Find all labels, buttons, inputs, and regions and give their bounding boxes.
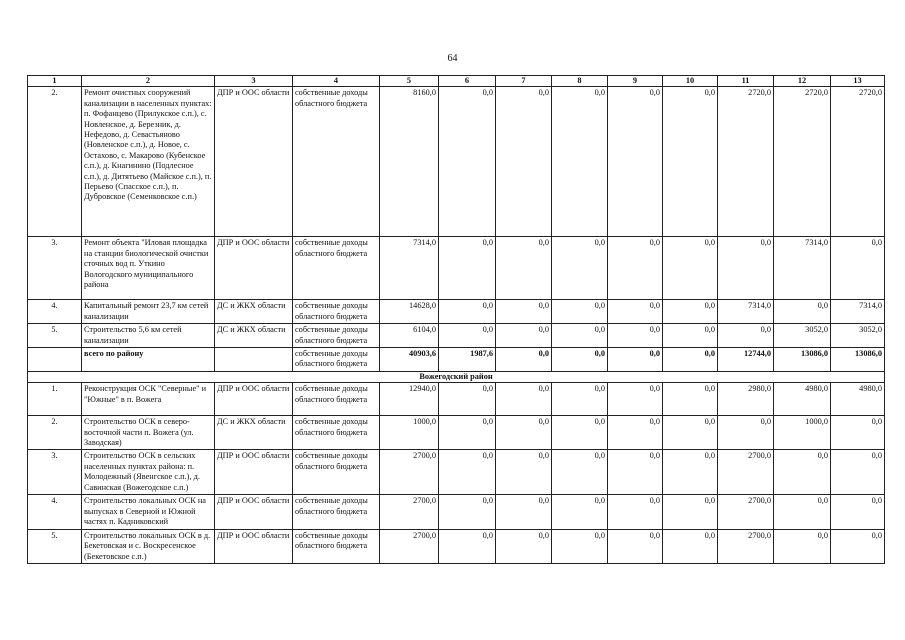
budget-table	[27, 75, 885, 564]
project-name: Капитальный ремонт 23,7 км сетей канализации	[82, 300, 215, 324]
amount-cell: 2720,0	[718, 87, 774, 237]
funding-source: собственные доходы областного бюджета	[293, 324, 380, 348]
project-name: Строительство ОСК в северо-восточной части п. Вожега (ул. Заводская)	[82, 416, 215, 450]
amount-cell: 0,0	[718, 237, 774, 300]
funding-source: собственные доходы областного бюджета	[293, 495, 380, 529]
amount-cell: 0,0	[496, 450, 552, 495]
column-number: 10	[663, 76, 718, 87]
page-number: 64	[447, 53, 458, 64]
amount-cell: 0,0	[831, 495, 885, 529]
funding-source: собственные доходы областного бюджета	[293, 416, 380, 450]
column-number: 1	[28, 76, 82, 87]
executor: ДС и ЖКХ области	[215, 300, 293, 324]
table-row	[28, 324, 885, 348]
row-number: 5.	[28, 529, 82, 563]
amount-cell: 0,0	[608, 529, 663, 563]
amount-cell: 0,0	[663, 324, 718, 348]
amount-cell: 0,0	[608, 495, 663, 529]
amount-cell: 2700,0	[718, 529, 774, 563]
amount-cell: 0,0	[496, 529, 552, 563]
executor: ДПР и ООС области	[215, 495, 293, 529]
empty-cell	[215, 348, 293, 372]
funding-source: собственные доходы областного бюджета	[293, 87, 380, 237]
column-number: 2	[82, 76, 215, 87]
amount-cell: 4980,0	[774, 383, 831, 416]
funding-source: собственные доходы областного бюджета	[293, 300, 380, 324]
amount-cell: 0,0	[608, 450, 663, 495]
table-row	[28, 416, 885, 450]
total-label: всего по району	[82, 348, 215, 372]
amount-cell: 0,0	[663, 237, 718, 300]
amount-cell: 0,0	[439, 416, 496, 450]
funding-source: собственные доходы областного бюджета	[293, 383, 380, 416]
funding-source: собственные доходы областного бюджета	[293, 450, 380, 495]
amount-cell: 0,0	[663, 383, 718, 416]
column-number-row	[28, 76, 885, 87]
amount-cell: 3052,0	[831, 324, 885, 348]
amount-cell: 2720,0	[774, 87, 831, 237]
amount-cell: 0,0	[663, 450, 718, 495]
column-number: 5	[380, 76, 439, 87]
column-number: 4	[293, 76, 380, 87]
table-row	[28, 495, 885, 529]
amount-cell: 0,0	[552, 300, 608, 324]
project-name: Строительство локальных ОСК на выпусках в Северной и Южной частях п. Кадниковский	[82, 495, 215, 529]
column-number: 8	[552, 76, 608, 87]
total-amount-cell: 40903,6	[380, 348, 439, 372]
amount-cell: 2700,0	[380, 529, 439, 563]
total-amount-cell: 13086,0	[774, 348, 831, 372]
project-name: Строительство ОСК в сельских населенных пунктах района: п. Молодежный (Явенгское с.п.), д. Савинская (Вожегодское с.п.)	[82, 450, 215, 495]
amount-cell: 0,0	[439, 237, 496, 300]
amount-cell: 8160,0	[380, 87, 439, 237]
amount-cell: 7314,0	[718, 300, 774, 324]
row-number: 4.	[28, 300, 82, 324]
amount-cell: 0,0	[439, 450, 496, 495]
amount-cell: 0,0	[663, 300, 718, 324]
amount-cell: 2980,0	[718, 383, 774, 416]
amount-cell: 0,0	[831, 237, 885, 300]
executor: ДС и ЖКХ области	[215, 324, 293, 348]
amount-cell: 0,0	[831, 416, 885, 450]
executor: ДПР и ООС области	[215, 383, 293, 416]
column-number: 12	[774, 76, 831, 87]
amount-cell: 0,0	[496, 87, 552, 237]
row-number: 1.	[28, 383, 82, 416]
funding-source: собственные доходы областного бюджета	[293, 348, 380, 372]
amount-cell: 0,0	[552, 529, 608, 563]
row-number: 3.	[28, 237, 82, 300]
project-name: Ремонт очистных сооружений канализации в населенных пунктах: п. Фофанцево (Прилукское с.п.), с. Новленское, д. Березник, д. Нефедово, д. Севастьяново (Новленское с.п.), д. Новое, с. Остахово, с. Макарово (Кубенское с.п.), д. Кнагинино (Подлесное с.п.), д. Дитятьево (Майское с.п.), п. Перьево (Спасское с.п.), п. Дубровское (Семенковское с.п.)	[82, 87, 215, 237]
amount-cell: 0,0	[496, 300, 552, 324]
amount-cell: 0,0	[718, 416, 774, 450]
amount-cell: 0,0	[774, 495, 831, 529]
column-number: 6	[439, 76, 496, 87]
amount-cell: 0,0	[439, 300, 496, 324]
total-amount-cell: 0,0	[663, 348, 718, 372]
amount-cell: 0,0	[552, 450, 608, 495]
table-row	[28, 237, 885, 300]
amount-cell: 7314,0	[831, 300, 885, 324]
amount-cell: 7314,0	[774, 237, 831, 300]
amount-cell: 0,0	[496, 237, 552, 300]
amount-cell: 0,0	[831, 529, 885, 563]
empty-cell	[28, 348, 82, 372]
amount-cell: 0,0	[774, 300, 831, 324]
amount-cell: 0,0	[663, 416, 718, 450]
project-name: Строительство 5,6 км сетей канализации	[82, 324, 215, 348]
amount-cell: 3052,0	[774, 324, 831, 348]
total-amount-cell: 13086,0	[831, 348, 885, 372]
row-number: 4.	[28, 495, 82, 529]
amount-cell: 2700,0	[718, 450, 774, 495]
amount-cell: 2700,0	[380, 450, 439, 495]
executor: ДПР и ООС области	[215, 450, 293, 495]
amount-cell: 0,0	[552, 416, 608, 450]
project-name: Строительство локальных ОСК в д. Бекетовская и с. Воскресенское (Бекетовское с.п.)	[82, 529, 215, 563]
amount-cell: 0,0	[608, 87, 663, 237]
amount-cell: 0,0	[496, 495, 552, 529]
amount-cell: 14628,0	[380, 300, 439, 324]
row-number: 2.	[28, 87, 82, 237]
executor: ДПР и ООС области	[215, 87, 293, 237]
column-number: 7	[496, 76, 552, 87]
amount-cell: 0,0	[663, 529, 718, 563]
table-row	[28, 383, 885, 416]
amount-cell: 0,0	[552, 495, 608, 529]
amount-cell: 0,0	[552, 87, 608, 237]
amount-cell: 0,0	[608, 237, 663, 300]
amount-cell: 0,0	[774, 529, 831, 563]
amount-cell: 0,0	[608, 383, 663, 416]
amount-cell: 0,0	[608, 300, 663, 324]
amount-cell: 0,0	[552, 237, 608, 300]
total-amount-cell: 12744,0	[718, 348, 774, 372]
executor: ДПР и ООС области	[215, 529, 293, 563]
amount-cell: 0,0	[496, 324, 552, 348]
column-number: 9	[608, 76, 663, 87]
amount-cell: 0,0	[552, 324, 608, 348]
table-row	[28, 529, 885, 563]
amount-cell: 2700,0	[718, 495, 774, 529]
amount-cell: 0,0	[439, 324, 496, 348]
district-total-row	[28, 348, 885, 372]
amount-cell: 0,0	[439, 495, 496, 529]
table-row	[28, 87, 885, 237]
amount-cell: 1000,0	[380, 416, 439, 450]
total-amount-cell: 0,0	[496, 348, 552, 372]
amount-cell: 2720,0	[831, 87, 885, 237]
district-title: Вожегодский район	[28, 371, 885, 382]
amount-cell: 1000,0	[774, 416, 831, 450]
funding-source: собственные доходы областного бюджета	[293, 237, 380, 300]
amount-cell: 0,0	[496, 383, 552, 416]
project-name: Реконструкция ОСК "Северные" и "Южные" в п. Вожега	[82, 383, 215, 416]
executor: ДПР и ООС области	[215, 237, 293, 300]
column-number: 3	[215, 76, 293, 87]
funding-source: собственные доходы областного бюджета	[293, 529, 380, 563]
amount-cell: 12940,0	[380, 383, 439, 416]
amount-cell: 0,0	[663, 495, 718, 529]
project-name: Ремонт объекта "Иловая площадка на станции биологической очистки сточных вод п. Уткино Вологодского муниципального района	[82, 237, 215, 300]
row-number: 3.	[28, 450, 82, 495]
district-section-row	[28, 371, 885, 382]
amount-cell: 7314,0	[380, 237, 439, 300]
amount-cell: 0,0	[439, 529, 496, 563]
column-number: 11	[718, 76, 774, 87]
total-amount-cell: 0,0	[608, 348, 663, 372]
amount-cell: 0,0	[774, 450, 831, 495]
table-body	[28, 76, 885, 564]
amount-cell: 0,0	[439, 383, 496, 416]
table-row	[28, 300, 885, 324]
column-number: 13	[831, 76, 885, 87]
table-row	[28, 450, 885, 495]
amount-cell: 0,0	[552, 383, 608, 416]
amount-cell: 4980,0	[831, 383, 885, 416]
amount-cell: 0,0	[439, 87, 496, 237]
amount-cell: 0,0	[496, 416, 552, 450]
executor: ДС и ЖКХ области	[215, 416, 293, 450]
amount-cell: 0,0	[718, 324, 774, 348]
total-amount-cell: 1987,6	[439, 348, 496, 372]
amount-cell: 6104,0	[380, 324, 439, 348]
amount-cell: 0,0	[608, 416, 663, 450]
amount-cell: 2700,0	[380, 495, 439, 529]
total-amount-cell: 0,0	[552, 348, 608, 372]
amount-cell: 0,0	[608, 324, 663, 348]
amount-cell: 0,0	[831, 450, 885, 495]
row-number: 5.	[28, 324, 82, 348]
row-number: 2.	[28, 416, 82, 450]
amount-cell: 0,0	[663, 87, 718, 237]
